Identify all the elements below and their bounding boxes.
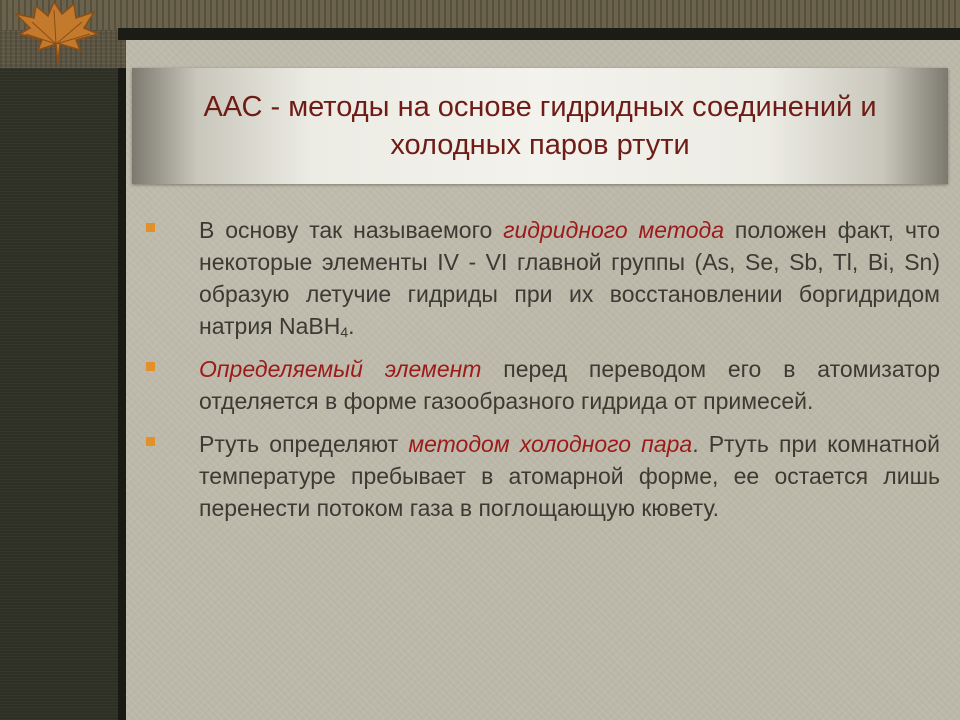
bullet-text: положен факт, что некоторые элементы IV - VI главной группы (As, Se, Sb, Tl, Bi, Sn) образую летучие гидриды при их восстановлении боргидридом натрия NaBH <box>199 217 940 339</box>
slide-title: ААС - методы на основе гидридных соединений и холодных паров ртути <box>203 91 877 161</box>
bullet-list <box>140 214 940 535</box>
bullet-square-icon <box>146 223 155 232</box>
bullet-text: . <box>348 313 355 339</box>
bullet-square-icon <box>146 437 155 446</box>
left-divider-stripe <box>118 68 126 720</box>
bullet-subscript: 4 <box>340 324 349 340</box>
bullet-emphasis: гидридного метода <box>503 217 725 243</box>
top-divider-stripe <box>118 28 960 40</box>
top-texture-strip <box>0 0 960 30</box>
bullet-emphasis: методом холодного пара <box>408 431 693 457</box>
title-bar <box>132 68 948 184</box>
bullet-text: . Ртуть при комнатной температуре пребывает в атомарной форме, ее остается лишь перенести потоком газа в поглощающую кювету. <box>199 431 940 521</box>
bullet-emphasis: Определяемый элемент <box>199 356 482 382</box>
bullet-text: перед переводом его в атомизатор отделяется в форме газообразного гидрида от примесей. <box>199 356 940 414</box>
bullet-text: В основу так называемого <box>199 217 504 243</box>
bullet-text: Ртуть определяют <box>199 431 409 457</box>
maple-leaf-icon <box>6 0 106 66</box>
bullet-item <box>140 214 940 342</box>
left-dark-band <box>0 68 118 720</box>
bullet-square-icon <box>146 362 155 371</box>
bullet-item <box>140 353 940 417</box>
bullet-item <box>140 428 940 524</box>
